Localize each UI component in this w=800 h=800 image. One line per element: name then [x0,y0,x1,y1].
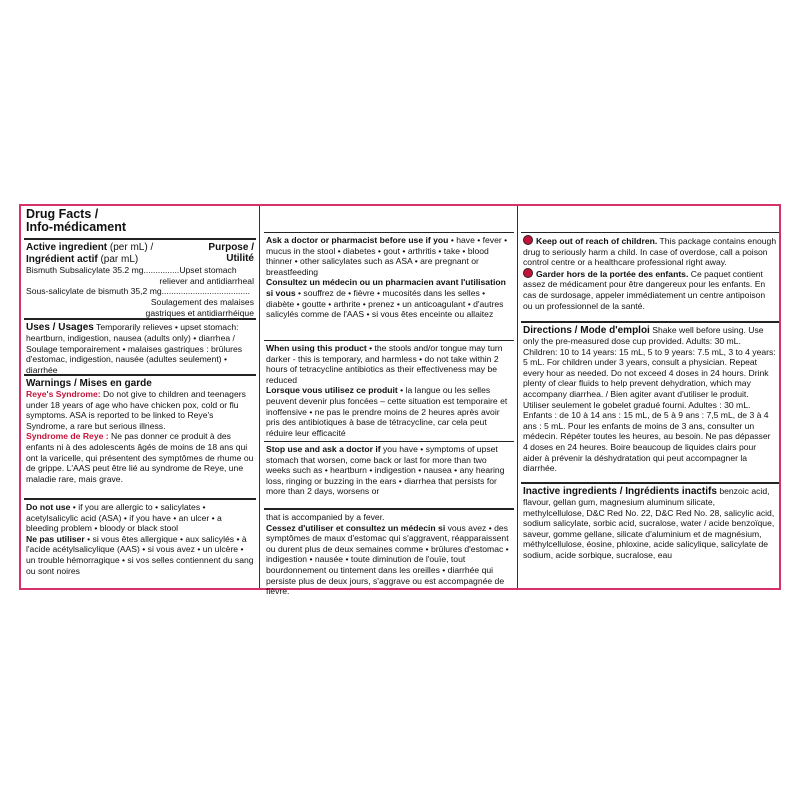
active-ingredient-section [24,238,256,318]
lorsque-label: Lorsque vous utilisez ce produit [266,385,398,396]
directions-heading: Directions / Mode d'emploi [523,325,650,336]
stop-use-label: Stop use and ask a doctor if [266,444,381,454]
active-heading-en-unit: (per mL) / [107,242,154,253]
purpose-heading-en: Purpose / [208,242,254,253]
stop-use-continued-text: that is accompanied by a fever. [266,512,385,522]
directions-text: Shake well before using. Use only the pre-measured dose cup provided. Adults: 30 mL. Children: 10 to 14 years: 15 mL, 5 to 9 years: 7.5 mL, 3 to 4 years: 5 mL. For children under 3 years, consult a physician. Repeat every hour as needed. Do not exceed 4 doses in 24 hours. Drink plenty of clear fluids to help prevent dehydration, which may accompany diarrhea. / Bien agiter avant d'utiliser le produit. Utiliser seulement le gobelet gradué fourni. Adultes : 30 mL. Enfants : de 10 à 14 ans : 15 mL, de 5 à 9 ans : 7,5 mL, de 3 à 4 ans : 5 mL. Pour les enfants de moins de 3 ans, consulter un médecin. Répéter toutes les heures, au besoin. Ne pas dépasser 4 doses en 24 heures. Boire beaucoup de liquides clairs pour aider à prévenir la déshydratation qui peut accompagner la diarrhée. [523,325,776,474]
do-not-use-label: Do not use [26,502,71,512]
inactive-text: benzoic acid, flavour, gellan gum, magnesium aluminum silicate, methylcellulose, D&C Red No. 22, D&C Red No. 28, salicylic acid, sodium salicylate, sorbic acid, sucralose, water / acide benzoïque, saveur, gomme gellane, silicate d'aluminium et de magnésium, méthylcellulose, éosine, phloxine, acide salicylique, salicylate de sodium, acide sorbique, sucralose, eau [523,486,775,560]
stop-sign-icon [523,268,533,278]
warnings-heading: Warnings / Mises en garde [26,378,152,389]
active-line-en: Bismuth Subsalicylate 35.2 mg...............Upset stomach [26,265,237,276]
purpose-en: reliever and antidiarrheal [159,275,254,286]
when-using-section [264,340,514,441]
purpose-heading [208,242,254,265]
cessez-text: vous avez • des symptômes de maux d'estomac qui s'aggravent, réapparaissent ou durent plus de deux semaines comme • brûlures d'estomac • indigestion • nausée • toute diminution de l'ouïe, tout bourdonnement ou tintement dans les oreilles • diarrhée qui persiste plus de deux jours, s'aggrave ou est accompagnée de fièvre. [266,522,509,597]
ne-pas-utiliser-label: Ne pas utiliser [26,533,85,544]
inactive-heading: Inactive ingredients / Ingrédients inactifs [523,486,717,497]
column-3 [521,206,779,588]
garder-text: Ce paquet contient assez de médicament pour être dangereux pour les enfants. En cas de surdosage, appeler immédiatement un centre antipoison ou un professionnel de la santé. [523,268,766,311]
do-not-use-section [24,498,256,578]
reye-en-text: Do not give to children and teenagers under 18 years of age who have chicken pox, cold or flu symptoms. ASA is reported to be linked to Reye's Syndrome, a rare but serious illness. [26,389,246,431]
column-2 [264,206,514,597]
purpose-fr-1: Soulagement des malaises [150,296,254,307]
keep-out-text: This package contains enough drug to seriously harm a child. In case of overdose, call a poison control centre or a healthcare professional right away. [523,236,777,268]
ask-doctor-text: • have • fever • mucus in the stool • diabetes • gout • arthritis • take • blood thinner • other salicylates such as ASA • are pregnant or breastfeeding [266,235,508,277]
ask-doctor-section [264,232,514,340]
inactive-section [521,482,779,563]
reye-en-label: Reye's Syndrome: [26,389,101,399]
consultez-text: • souffrez de • fièvre • mucosités dans les selles • diabète • goutte • arthrite • prenez • un anticoagulant • d'autres salicylés comme de l'AAS • si vous êtes enceinte ou allaitez [266,287,504,320]
column-divider-1 [259,206,260,588]
stop-sign-icon [523,235,533,245]
stop-use-section [264,441,514,508]
drug-facts-title [24,206,256,238]
warnings-section [24,374,256,498]
when-using-label: When using this product [266,343,367,353]
column-1 [24,206,256,588]
do-not-use-text: • if you are allergic to • salicylates • acetylsalicylic acid (ASA) • if you have • an ulcer • a bleeding problem • bloody or black stool [26,502,222,534]
active-heading-en: Active ingredient [26,242,108,253]
directions-section [521,321,779,482]
keep-out-section [521,232,779,321]
cessez-label: Cessez d'utiliser et consultez un médecin si [266,522,446,533]
stop-use-text: you have • symptoms of upset stomach that worsen, come back or last for more than two weeks such as • heartburn • indigestion • nausea • any hearing loss, ringing or buzzing in the ears • diarrhea that persists for more than 2 days, worsens or [266,444,505,497]
ask-doctor-label: Ask a doctor or pharmacist before use if you [266,235,449,245]
consultez-label: Consultez un médecin ou un pharmacien avant l'utilisation si vous [266,277,506,298]
lorsque-text: • la langue ou les selles peuvent devenir plus foncées – cette situation est temporaire et inoffensive • ne pas le prendre moins de 2 heures après avoir pris des antibiotiques à base de tétracycline, car cela peut réduire leur efficacité [266,385,508,438]
active-heading-left [26,242,153,265]
drug-facts-panel [19,204,781,597]
keep-out-label: Keep out of reach of children. [536,236,658,246]
active-heading-row [26,242,254,265]
reye-fr-label: Syndrome de Reye : [26,431,109,442]
garder-label: Garder hors de la portée des enfants. [536,268,689,279]
ne-pas-utiliser-text: • si vous êtes allergique • aux salicylés • à l'acide acétylsalicylique (AAS) • si vous avez • un ulcère • un trouble hémorragique • si vos selles contiennent du sang ou sont noires [26,533,254,576]
title-en: Drug Facts / [26,207,99,221]
stop-use-continued [264,508,514,599]
active-heading-fr-unit: (par mL) [97,253,139,265]
title-fr: Info-médicament [26,220,127,234]
column-2-spacer [264,206,514,232]
active-line-fr: Sous-salicylate de bismuth 35,2 mg..................................... [26,286,250,297]
column-3-spacer [521,206,779,232]
purpose-heading-fr: Utilité [226,253,254,264]
uses-section [24,318,256,374]
uses-heading: Uses / Usages [26,322,94,333]
reye-fr-text: Ne pas donner ce produit à des enfants ni à des adolescents âgés de moins de 18 ans qui ont la varicelle, qui présentent des symptômes de rhume ou de grippe. L'AAS peut être lié au syndrome de Reye, une maladie rare, mais grave. [26,431,254,484]
active-heading-fr: Ingrédient actif [26,253,98,265]
when-using-text: • the stools and/or tongue may turn darker - this is temporary, and harmless • do not take within 2 hours of tetracycline antibiotics as their effectiveness may be reduced [266,343,503,385]
column-divider-2 [517,206,518,588]
uses-text: Temporarily relieves • upset stomach: heartburn, indigestion, nausea (adults only) • diarrhea / Soulage temporairement • malaises gastriques : brûlures d'estomac, indigestion, nausée (adultes seulement) • diarrhée [26,322,243,375]
purpose-fr-2: gastriques et antidiarrhéique [145,307,254,318]
